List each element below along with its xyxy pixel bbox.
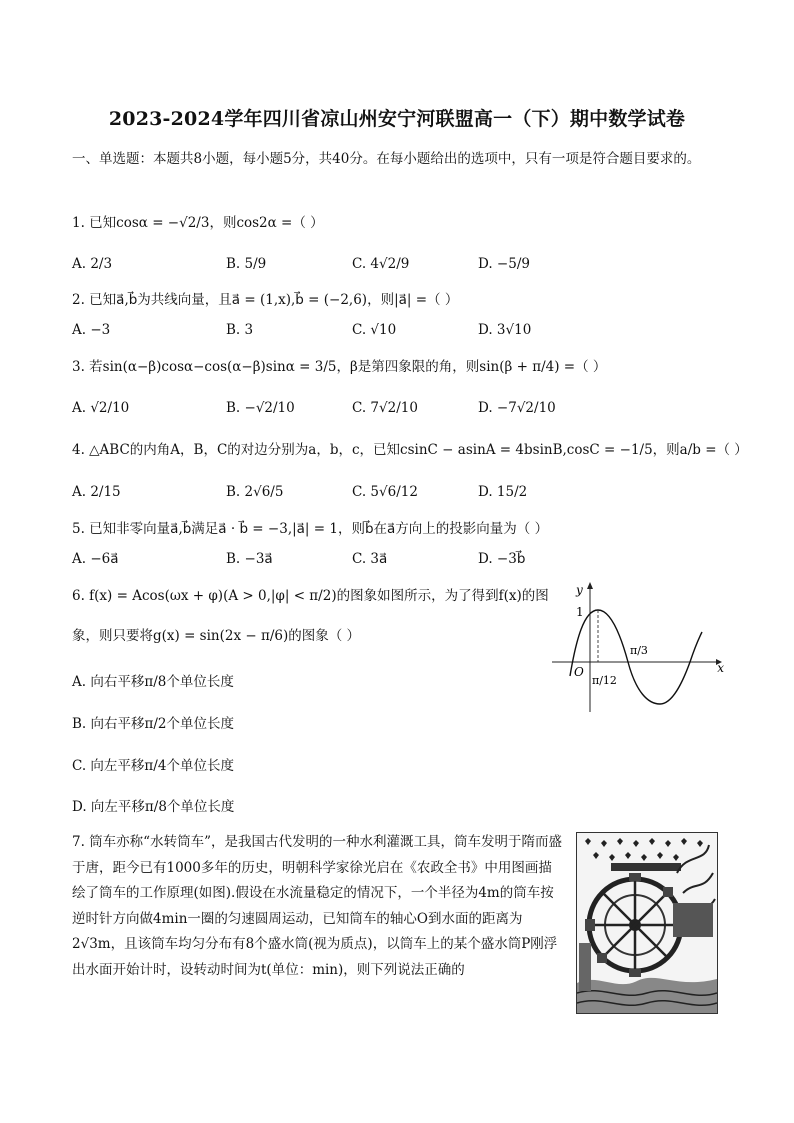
- water-wheel-drawing: [577, 833, 717, 1013]
- option-c: C. 4√2/9: [352, 256, 410, 272]
- x-label: x: [717, 661, 724, 675]
- option-a: A. 2/15: [72, 484, 121, 500]
- option-d: D. −7√2/10: [478, 400, 556, 416]
- option-c: C. √10: [352, 322, 397, 338]
- option-a: A. 2/3: [72, 256, 113, 272]
- page-title: 2023-2024学年四川省凉山州安宁河联盟高一（下）期中数学试卷: [108, 108, 686, 130]
- question-7-stem: 7. 筒车亦称“水转筒车”，是我国古代发明的一种水利灌溉工具，筒车发明于隋而盛于唐，距今已有1000多年的历史，明朝科学家徐光启在《农政全书》中用图画描绘了筒车的工作原理(如图).假设在水流量稳定的情况下，一个半径为4m的筒车按逆时针方向做4min一圈的匀速圆周运动，已知筒车的轴心O到水面的距离为2√3m，且该筒车均匀分布有8个盛水筒(视为质点)，以筒车上的某个盛水筒P刚浮出水面开始计时，设转动时间为t(单位：min)，则下列说法正确的: [72, 834, 562, 978]
- option-c: C. 3a⃗: [352, 551, 388, 567]
- question-6-option-c: C. 向左平移π/4个单位长度: [72, 758, 234, 774]
- tick-pi-3: π/3: [630, 644, 648, 657]
- option-d: D. −5/9: [478, 256, 530, 272]
- question-2-stem: 2. 已知a⃗,b⃗为共线向量，且a⃗ = (1,x),b⃗ = (−2,6)，则|a⃗| =（ ）: [72, 292, 459, 308]
- origin-label: O: [574, 665, 584, 679]
- peak-value-label: 1: [576, 605, 584, 619]
- option-a: A. −6a⃗: [72, 551, 119, 567]
- question-6-stem-line1: 6. f(x) = Acos(ωx + φ)(A > 0,|φ| < π/2)的图象如图所示，为了得到f(x)的图: [72, 588, 549, 604]
- option-b: B. 3: [226, 322, 254, 338]
- cosine-graph: [548, 580, 724, 716]
- question-6-option-d: D. 向左平移π/8个单位长度: [72, 799, 235, 815]
- question-5-stem: 5. 已知非零向量a⃗,b⃗满足a⃗ · b⃗ = −3,|a⃗| = 1，则b⃗在a⃗方向上的投影向量为（ ）: [72, 521, 549, 537]
- option-b: B. −3a⃗: [226, 551, 273, 567]
- question-1-stem: 1. 已知cosα = −√2/3，则cos2α =（ ）: [72, 215, 324, 231]
- y-axis-arrow: [587, 582, 593, 589]
- option-b: B. −√2/10: [226, 400, 295, 416]
- option-d: D. 3√10: [478, 322, 532, 338]
- y-label: y: [576, 583, 583, 597]
- question-6-option-b: B. 向右平移π/2个单位长度: [72, 716, 235, 732]
- question-6-option-a: A. 向右平移π/8个单位长度: [72, 674, 234, 690]
- question-3-stem: 3. 若sin(α−β)cosα−cos(α−β)sinα = 3/5，β是第四象限的角，则sin(β + π/4) =（ ）: [72, 359, 607, 375]
- section-heading: 一、单选题：本题共8小题，每小题5分，共40分。在每小题给出的选项中，只有一项是符合题目要求的。: [72, 151, 701, 167]
- tick-pi-12: π/12: [592, 674, 617, 687]
- option-c: C. 7√2/10: [352, 400, 418, 416]
- option-b: B. 5/9: [226, 256, 267, 272]
- question-6-stem-line2: 象，则只要将g(x) = sin(2x − π/6)的图象（ ）: [72, 628, 361, 644]
- option-b: B. 2√6/5: [226, 484, 284, 500]
- option-c: C. 5√6/12: [352, 484, 418, 500]
- option-d: D. 15/2: [478, 484, 528, 500]
- option-a: A. √2/10: [72, 400, 130, 416]
- option-a: A. −3: [72, 322, 111, 338]
- option-d: D. −3b⃗: [478, 551, 526, 567]
- water-wheel-illustration: [576, 832, 718, 1014]
- question-4-stem: 4. △ABC的内角A，B，C的对边分别为a，b，c，已知csinC − asinA = 4bsinB,cosC = −1/5，则a/b =（ ）: [72, 442, 748, 458]
